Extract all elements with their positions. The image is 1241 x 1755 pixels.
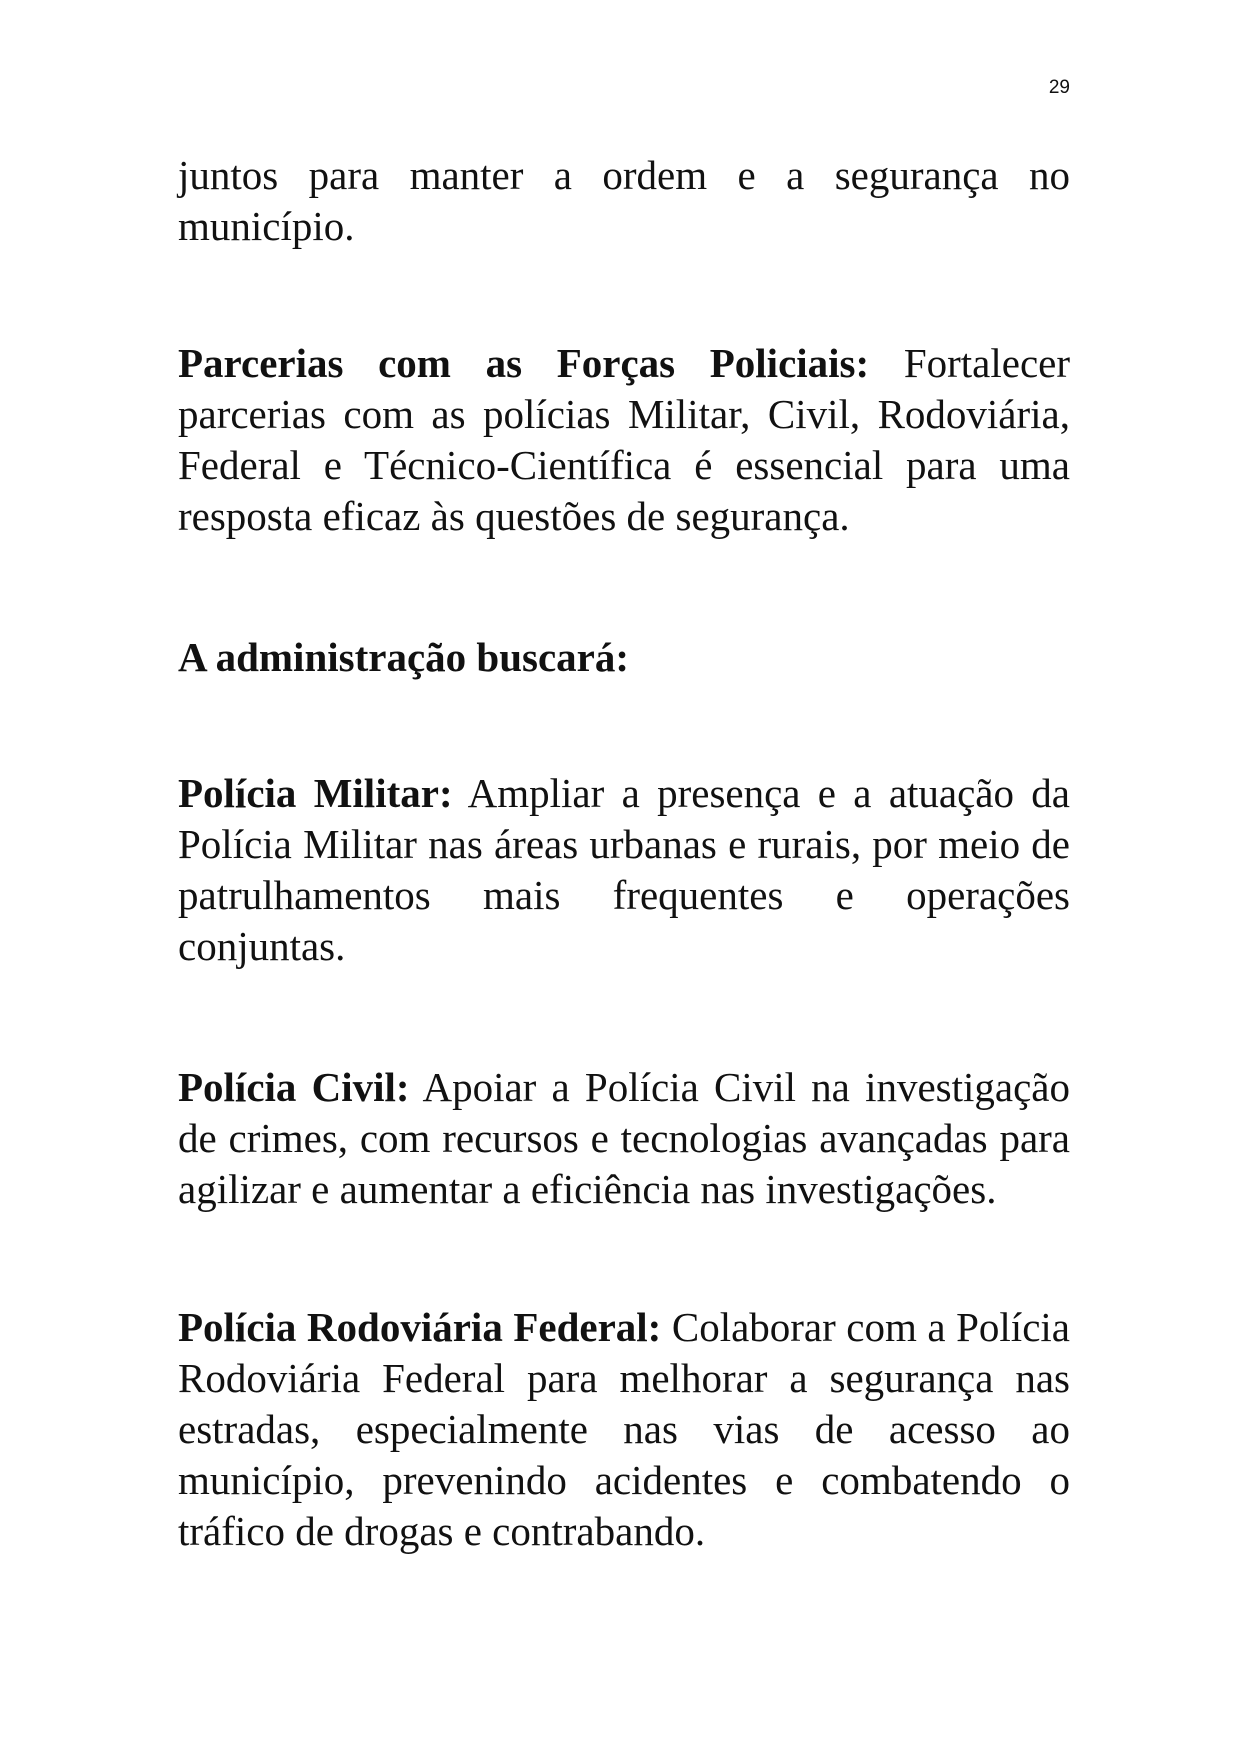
policia-militar-paragraph: [178, 768, 1070, 972]
parcerias-label: Parcerias com as Forças Policiais:: [178, 340, 870, 386]
policia-rodoviaria-label: Polícia Rodoviária Federal:: [178, 1304, 662, 1350]
policia-rodoviaria-paragraph: [178, 1302, 1070, 1557]
policia-militar-label: Polícia Militar:: [178, 770, 453, 816]
admin-heading: A administração buscará:: [178, 634, 629, 680]
policia-rodoviaria-text: Colaborar com a Polícia Rodoviária Federal para melhorar a segurança nas estradas, especialmente nas vias de acesso ao município, prevenindo acidentes e combatendo o tráfico de drogas e contrabando.: [178, 1304, 1070, 1554]
intro-paragraph: [178, 150, 1070, 252]
policia-civil-label: Polícia Civil:: [178, 1064, 410, 1110]
parcerias-text: Fortalecer parcerias com as polícias Militar, Civil, Rodoviária, Federal e Técnico-Científica é essencial para uma resposta eficaz às questões de segurança.: [178, 340, 1071, 539]
parcerias-paragraph: [178, 338, 1070, 542]
policia-civil-paragraph: [178, 1062, 1070, 1215]
policia-civil-text: Apoiar a Polícia Civil na investigação de crimes, com recursos e tecnologias avançadas para agilizar e aumentar a eficiência nas investigações.: [178, 1064, 1070, 1212]
page-number: 29: [1048, 77, 1070, 98]
intro-text: juntos para manter a ordem e a segurança no município.: [178, 152, 1070, 249]
policia-militar-text: Ampliar a presença e a atuação da Polícia Militar nas áreas urbanas e rurais, por meio de patrulhamentos mais frequentes e operações conjuntas.: [178, 770, 1070, 969]
